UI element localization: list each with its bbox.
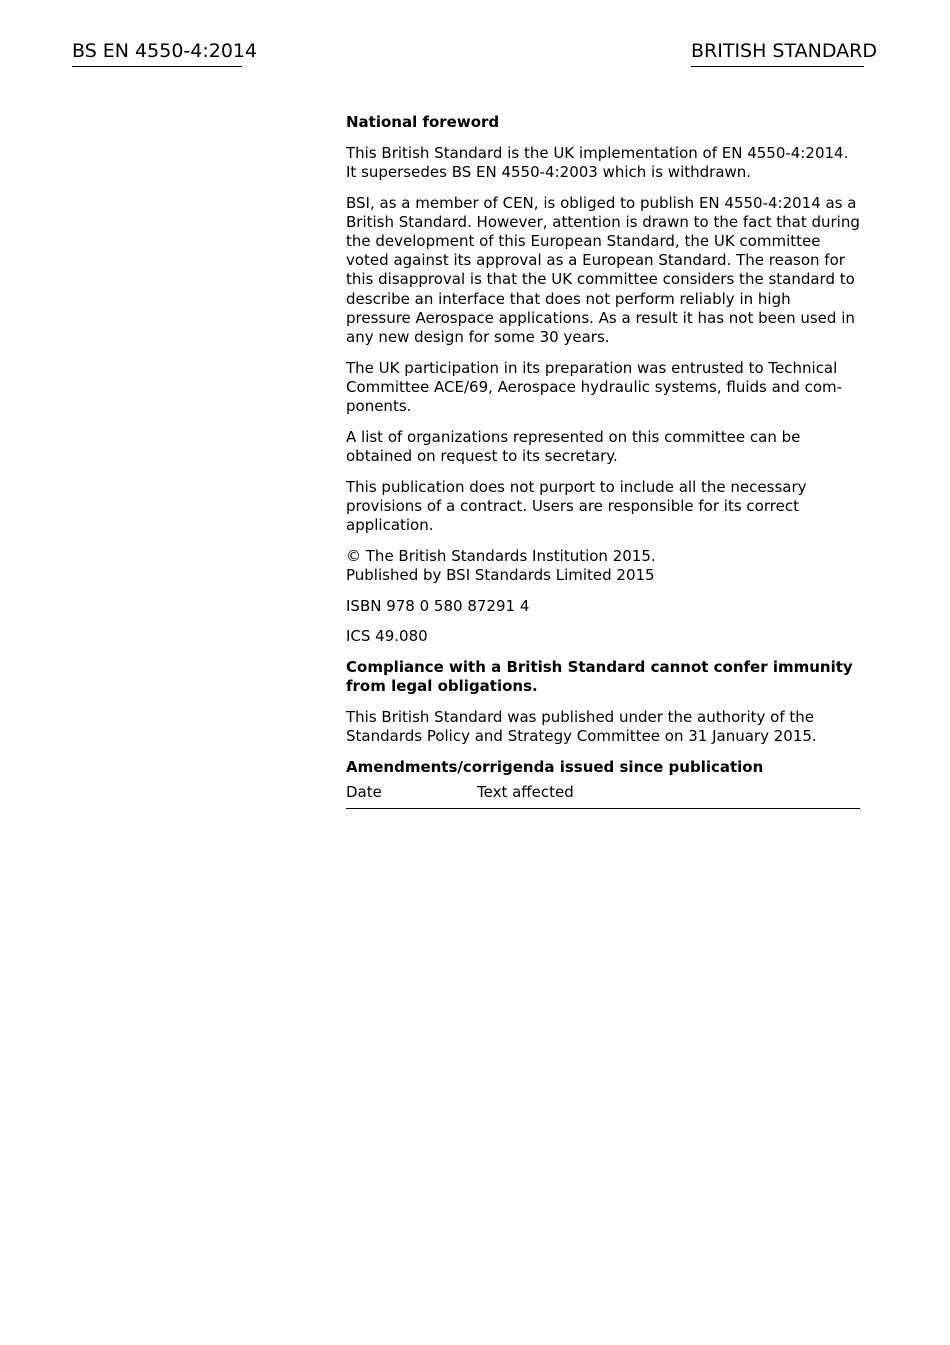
header-standard-label: BRITISH STANDARD (691, 39, 864, 67)
amendments-column-date: Date (346, 782, 382, 801)
publisher-line: Published by BSI Standards Limited 2015 (346, 566, 655, 585)
ics: ICS 49.080 (346, 627, 428, 646)
header-document-number: BS EN 4550-4:2014 (72, 39, 242, 67)
national-foreword (346, 113, 860, 809)
amendments-column-text-affected: Text affected (477, 782, 574, 801)
foreword-title: National foreword (346, 113, 500, 131)
publication-authority: This British Standard was published under the authority of the Standards Policy and Strategy Committee on 31 January 2015. (346, 708, 817, 746)
foreword-paragraph-organizations: A list of organizations represented on this committee can be obtained on request to its secretary. (346, 427, 801, 466)
foreword-paragraph-committee: The UK participation in its preparation was entrusted to Technical Committee ACE/69, Aerospace hydraulic systems, fluids and components. (346, 358, 843, 416)
amendments-title: Amendments/corrigenda issued since publication (346, 757, 764, 776)
amendments-table-header (346, 783, 860, 809)
copyright-line: © The British Standards Institution 2015. (346, 546, 656, 565)
foreword-paragraph-implementation: This British Standard is the UK implementation of EN 4550-4:2014. It supersedes BS EN 4550-4:2003 which is withdrawn. (346, 143, 849, 181)
foreword-paragraph-disapproval: BSI, as a member of CEN, is obliged to publish EN 4550-4:2014 as a British Standard. However, attention is drawn to the fact that during the development of this European Standard, the UK committee voted against its approval as a European Standard. The reason for this disapproval is that the UK committee considers the standard to describe an interface that does not perform reliably in high pressure Aerospace applications. As a result it has not been used in any new design for some 30 years. (346, 193, 860, 347)
compliance-statement: Compliance with a British Standard cannot confer immunity from legal obligations. (346, 658, 853, 696)
isbn: ISBN 978 0 580 87291 4 (346, 596, 530, 615)
foreword-paragraph-contract: This publication does not purport to include all the necessary provisions of a contract. Users are responsible for its correct application. (346, 477, 807, 535)
copyright-block (346, 547, 860, 585)
